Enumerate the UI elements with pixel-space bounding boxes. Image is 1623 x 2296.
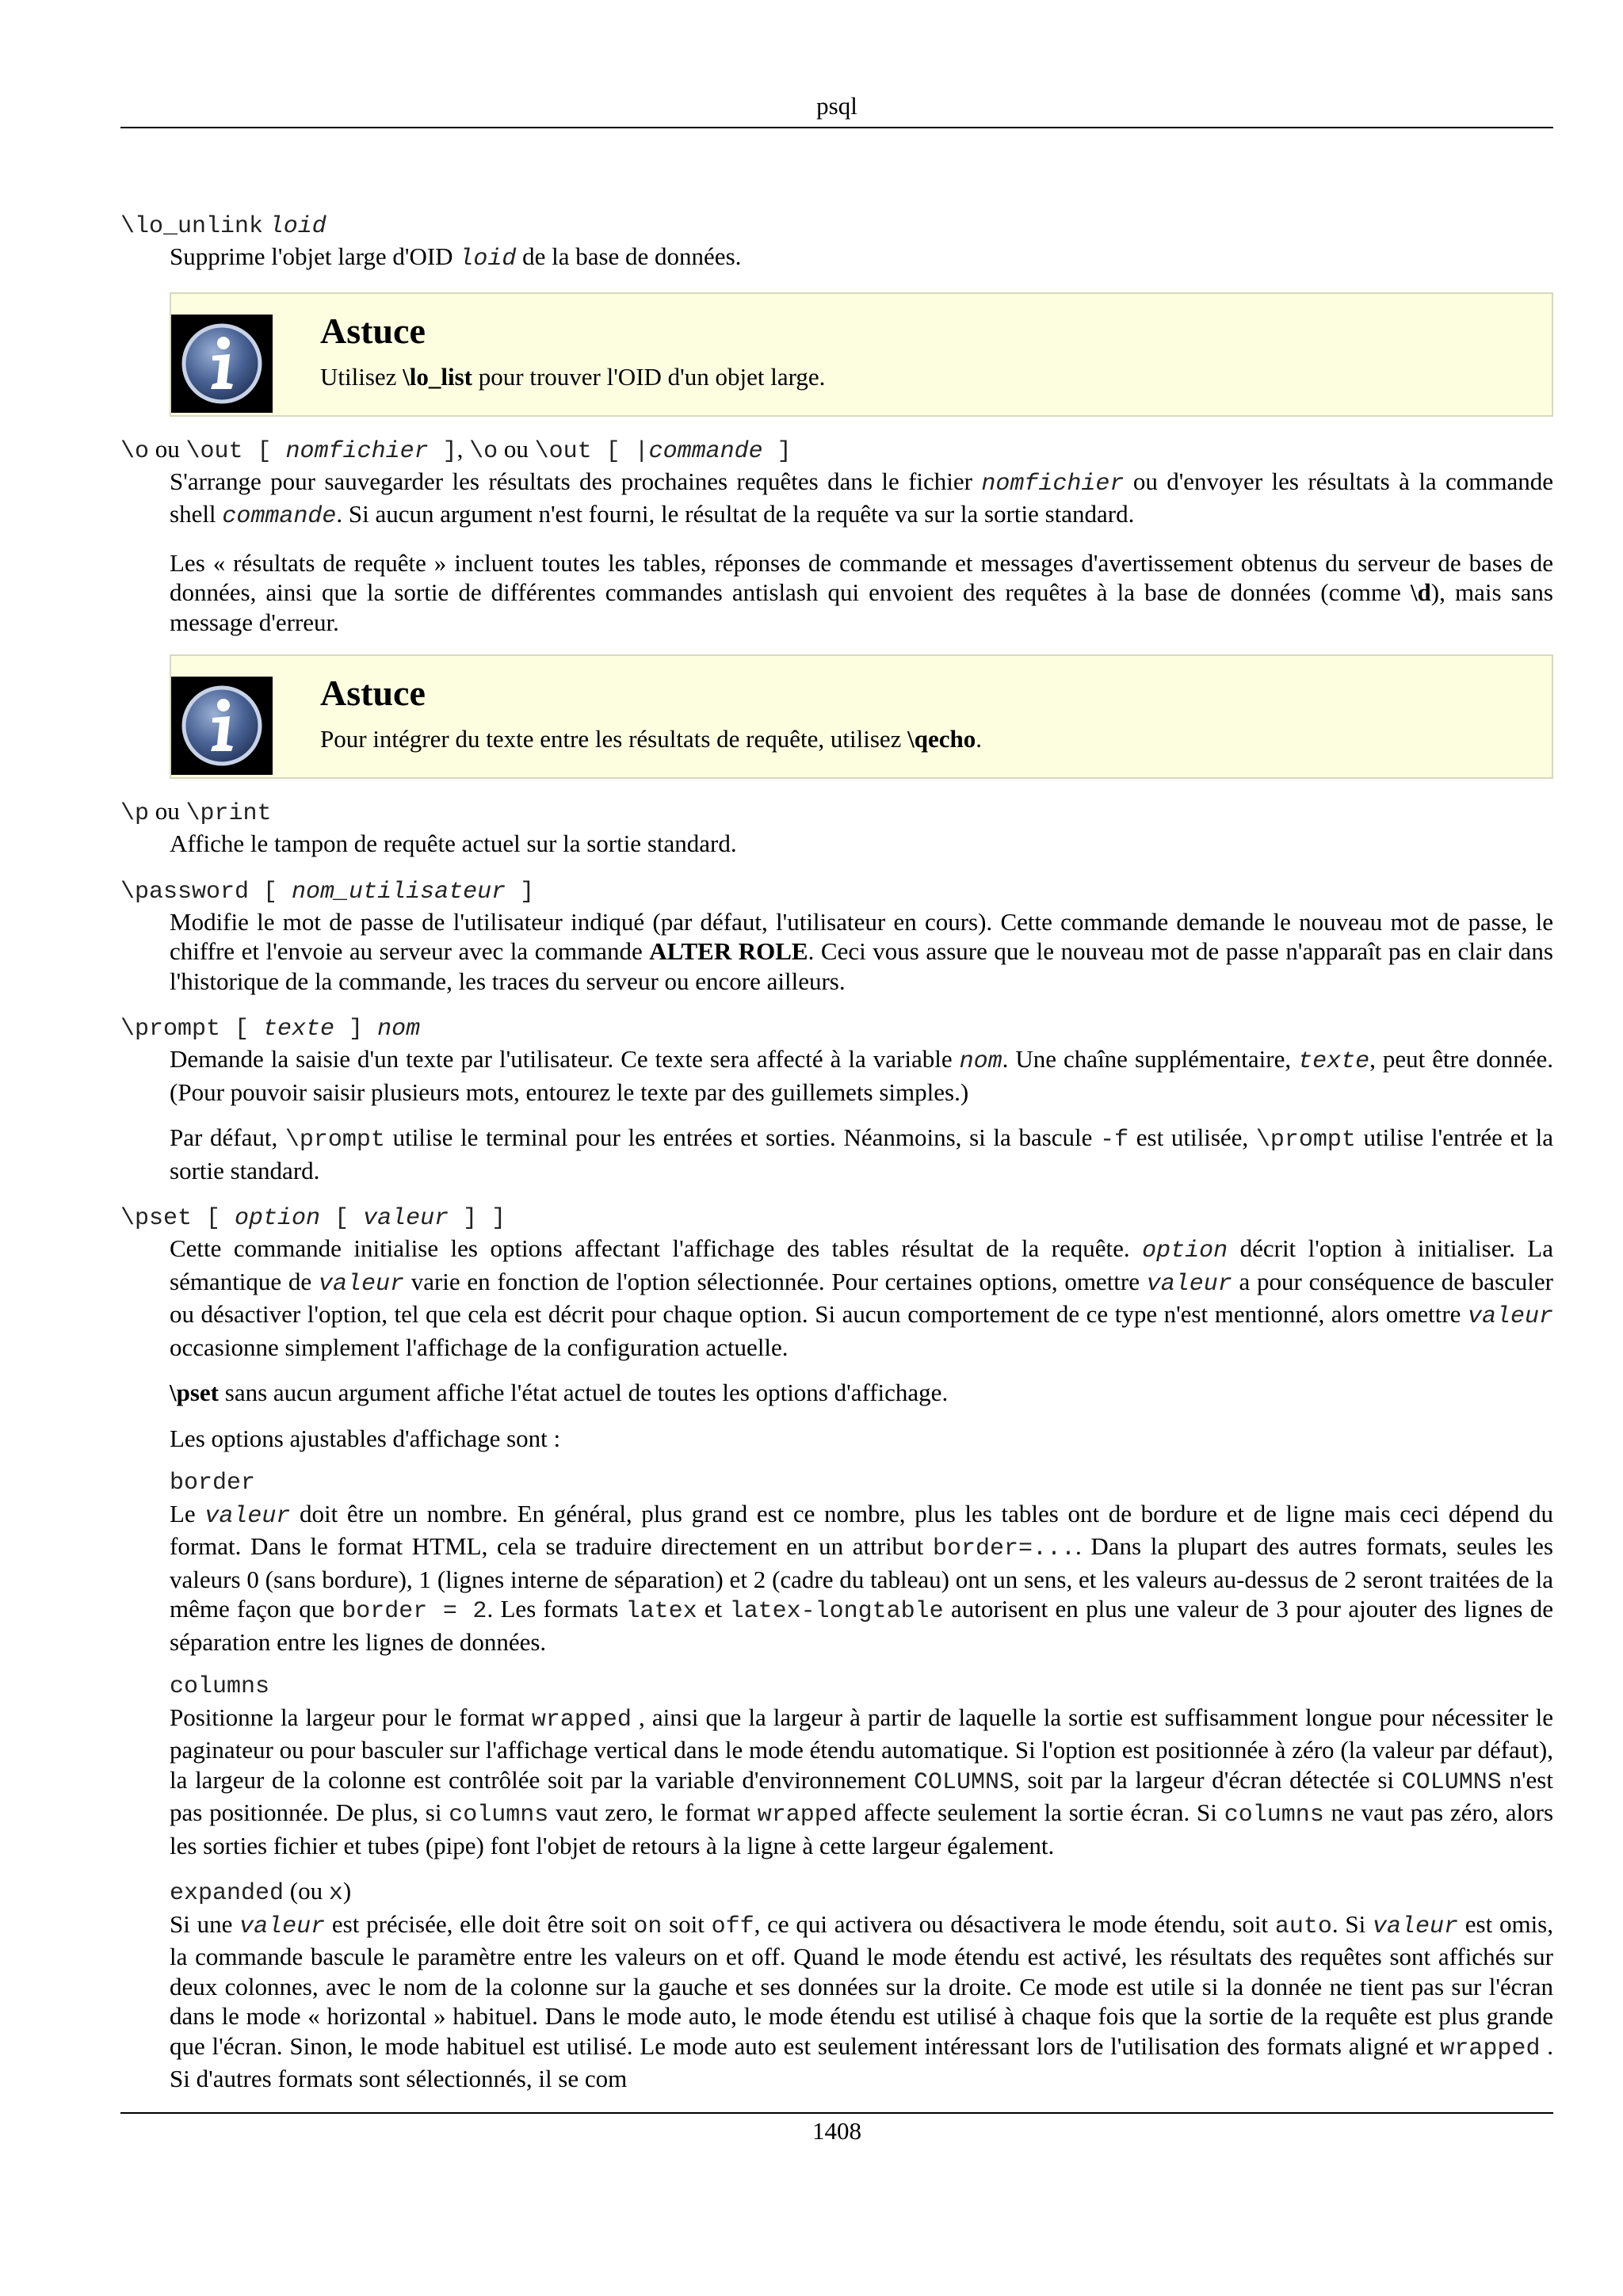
tip-title: Astuce bbox=[320, 673, 426, 713]
option-term-expanded: expanded (ou x) bbox=[170, 1877, 352, 1907]
lo-unlink-term: \lo_unlink loid bbox=[120, 213, 327, 240]
pset-term: \pset [ option [ valeur ] ] bbox=[120, 1205, 506, 1232]
password-term: \password [ nom_utilisateur ] bbox=[120, 878, 535, 906]
info-icon bbox=[171, 315, 273, 413]
tip-text: Utilisez \lo_list pour trouver l'OID d'un objet large. bbox=[320, 362, 826, 391]
option-term-columns: columns bbox=[170, 1673, 270, 1700]
option-term-border: border bbox=[170, 1470, 256, 1497]
option-border bbox=[170, 1469, 1553, 1657]
option-desc-border: Le valeur doit être un nombre. En général, plus grand est ce nombre, plus les tables ont de bordure et de ligne mais ceci dépend du format. Dans le format HTML, cela se traduire directement en un attribut border=.... Dans la plupart des autres formats, seules les valeurs 0 (sans bordure), 1 (lignes interne de séparation) et 2 (cadre du tableau) ont un sens, et les valeurs au-dessus de 2 seront traitées de la même façon que border = 2. Les formats latex et latex-longtable autorisent en plus une valeur de 3 pour ajouter des lignes de séparation entre les lignes de données. bbox=[170, 1499, 1554, 1656]
tip-title: Astuce bbox=[320, 310, 426, 351]
pset-description: Cette commande initialise les options affectant l'affichage des tables résultat de la requête. option décrit l'option à initialiser. La sémantique de valeur varie en fonction de l'option sélectionnée. Pour certaines options, omettre valeur a pour conséquence de basculer ou désactiver l'option, tel que cela est décrit pour chaque option. Si aucun comportement de ce type n'est mentionné, alors omettre valeur occasionne simplement l'affichage de la configuration actuelle. \pset sans aucun argument affiche l'état actuel de toutes les options d'affichage. Les options ajustables d'affichage sont : border Le valeur doit être un nombre. En général, plus grand est ce nombre, plus les tables ont de bordure et de ligne mais ceci dépend du format. Dans le format HTML, cela se traduire directement en un attribut border=.... Dans la plupart des autres formats, seules les valeurs 0 (sans bordure), 1 (lignes interne de séparation) et 2 (cadre du tableau) ont un sens, et les valeurs au-dessus de 2 seront traitées de la même façon que border = 2. Les formats latex et latex-longtable autorisent en plus une valeur de 3 pour ajouter des lignes de séparation entre les lignes de données. columns Positionne la largeur pour le format wrapped , ainsi que la largeur à partir de laquelle la sortie est suffisamment longue pour nécessiter le paginateur ou pour basculer sur l'affichage vertical dans le mode étendu automatique. Si l'option est positionnée à zéro (la valeur par défaut), la largeur de la colonne est contrôlée soit par la variable d'environnement COLUMNS, soit par la largeur d'écran détectée si COLUMNS n'est pas positionnée. De plus, si columns vaut zero, le format wrapped affecte seulement la sortie écran. Si columns ne vaut pas zéro, alors les sorties fichier et tubes (pipe) font l'objet de retours à la ligne à cette largeur également. expanded (ou x) Si une valeur est précisée, elle doit être soit on soit off, ce qui activera ou désactivera le mode étendu, soit auto. Si valeur est omis, la commande bascule le paramètre entre les valeurs on et off. Quand le mode étendu est activé, les résultats des requêtes sont affichés sur deux colonnes, avec le nom de la colonne sur la gauche et ses données sur la droite. Ce mode est utile si la donnée ne tient pas sur l'écran dans le mode « horizontal » habituel. Dans le mode auto, le mode étendu est utilisé à chaque fois que la sortie de la requête est plus grande que l'écran. Sinon, le mode habituel est utilisé. Le mode auto est seulement intéressant lors de l'utilisation des formats aligné et wrapped . Si d'autres formats sont sélectionnés, il se com bbox=[170, 1234, 1554, 2092]
page-number: 1408 bbox=[812, 2117, 861, 2145]
header-rule bbox=[120, 127, 1553, 128]
out-term: \o ou \out [ nomfichier ], \o ou \out [ |commande ] bbox=[120, 434, 792, 465]
prompt-term: \prompt [ texte ] nom bbox=[120, 1016, 421, 1043]
print-term: \p ou \print bbox=[120, 797, 272, 827]
footer-rule bbox=[120, 2112, 1553, 2114]
lo-unlink-description: Supprime l'objet large d'OID loid de la base de données. bbox=[170, 242, 742, 273]
option-expanded bbox=[170, 1876, 1553, 2094]
running-header: psql bbox=[816, 92, 857, 120]
out-description: S'arrange pour sauvegarder les résultats des prochaines requêtes dans le fichier nomfichier ou d'envoyer les résultats à la commande shell commande. Si aucun argument n'est fourni, le résultat de la requête va sur la sortie standard. Les « résultats de requête » incluent toutes les tables, réponses de commande et messages d'avertissement obtenus du serveur de bases de données, ainsi que la sortie de différentes commandes antislash qui envoient des requêtes à la base de données (comme \d), mais sans message d'erreur. bbox=[170, 467, 1553, 636]
option-columns bbox=[170, 1672, 1553, 1860]
print-description: Affiche le tampon de requête actuel sur la sortie standard. bbox=[170, 830, 737, 857]
option-desc-expanded: Si une valeur est précisée, elle doit être soit on soit off, ce qui activera ou désactivera le mode étendu, soit auto. Si valeur est omis, la commande bascule le paramètre entre les valeurs on et off. Quand le mode étendu est activé, les résultats des requêtes sont affichés sur deux colonnes, avec le nom de la colonne sur la gauche et ses données sur la droite. Ce mode est utile si la donnée ne tient pas sur l'écran dans le mode « horizontal » habituel. Dans le mode auto, le mode étendu est utilisé à chaque fois que la sortie de la requête est plus grande que l'écran. Sinon, le mode habituel est utilisé. Le mode auto est seulement intéressant lors de l'utilisation des formats aligné et wrapped . Si d'autres formats sont sélectionnés, il se com bbox=[170, 1909, 1553, 2092]
tip-text: Pour intégrer du texte entre les résultats de requête, utilisez \qecho. bbox=[320, 725, 983, 753]
password-description: Modifie le mot de passe de l'utilisateur indiqué (par défaut, l'utilisateur en cours). Cette commande demande le nouveau mot de passe, le chiffre et l'envoie au serveur avec la commande ALTER ROLE. Ceci vous assure que le nouveau mot de passe n'apparaît pas en clair dans l'historique de la commande, les traces du serveur ou encore ailleurs. bbox=[170, 907, 1553, 995]
page-content bbox=[120, 209, 1553, 2094]
option-desc-columns: Positionne la largeur pour le format wrapped , ainsi que la largeur à partir de laquelle la sortie est suffisamment longue pour nécessiter le paginateur ou pour basculer sur l'affichage vertical dans le mode étendu automatique. Si l'option est positionnée à zéro (la valeur par défaut), la largeur de la colonne est contrôlée soit par la variable d'environnement COLUMNS, soit par la largeur d'écran détectée si COLUMNS n'est pas positionnée. De plus, si columns vaut zero, le format wrapped affecte seulement la sortie écran. Si columns ne vaut pas zéro, alors les sorties fichier et tubes (pipe) font l'objet de retours à la ligne à cette largeur également. bbox=[170, 1703, 1554, 1859]
tip-box-qecho bbox=[170, 654, 1553, 779]
prompt-description: Demande la saisie d'un texte par l'utilisateur. Ce texte sera affecté à la variable nom. Une chaîne supplémentaire, texte, peut être donnée. (Pour pouvoir saisir plusieurs mots, entourez le texte par des guillemets simples.) Par défaut, \prompt utilise le terminal pour les entrées et sorties. Néanmoins, si la bascule -f est utilisée, \prompt utilise l'entrée et la sortie standard. bbox=[170, 1045, 1554, 1184]
info-icon bbox=[171, 677, 273, 775]
tip-box-lo-list bbox=[170, 292, 1553, 417]
